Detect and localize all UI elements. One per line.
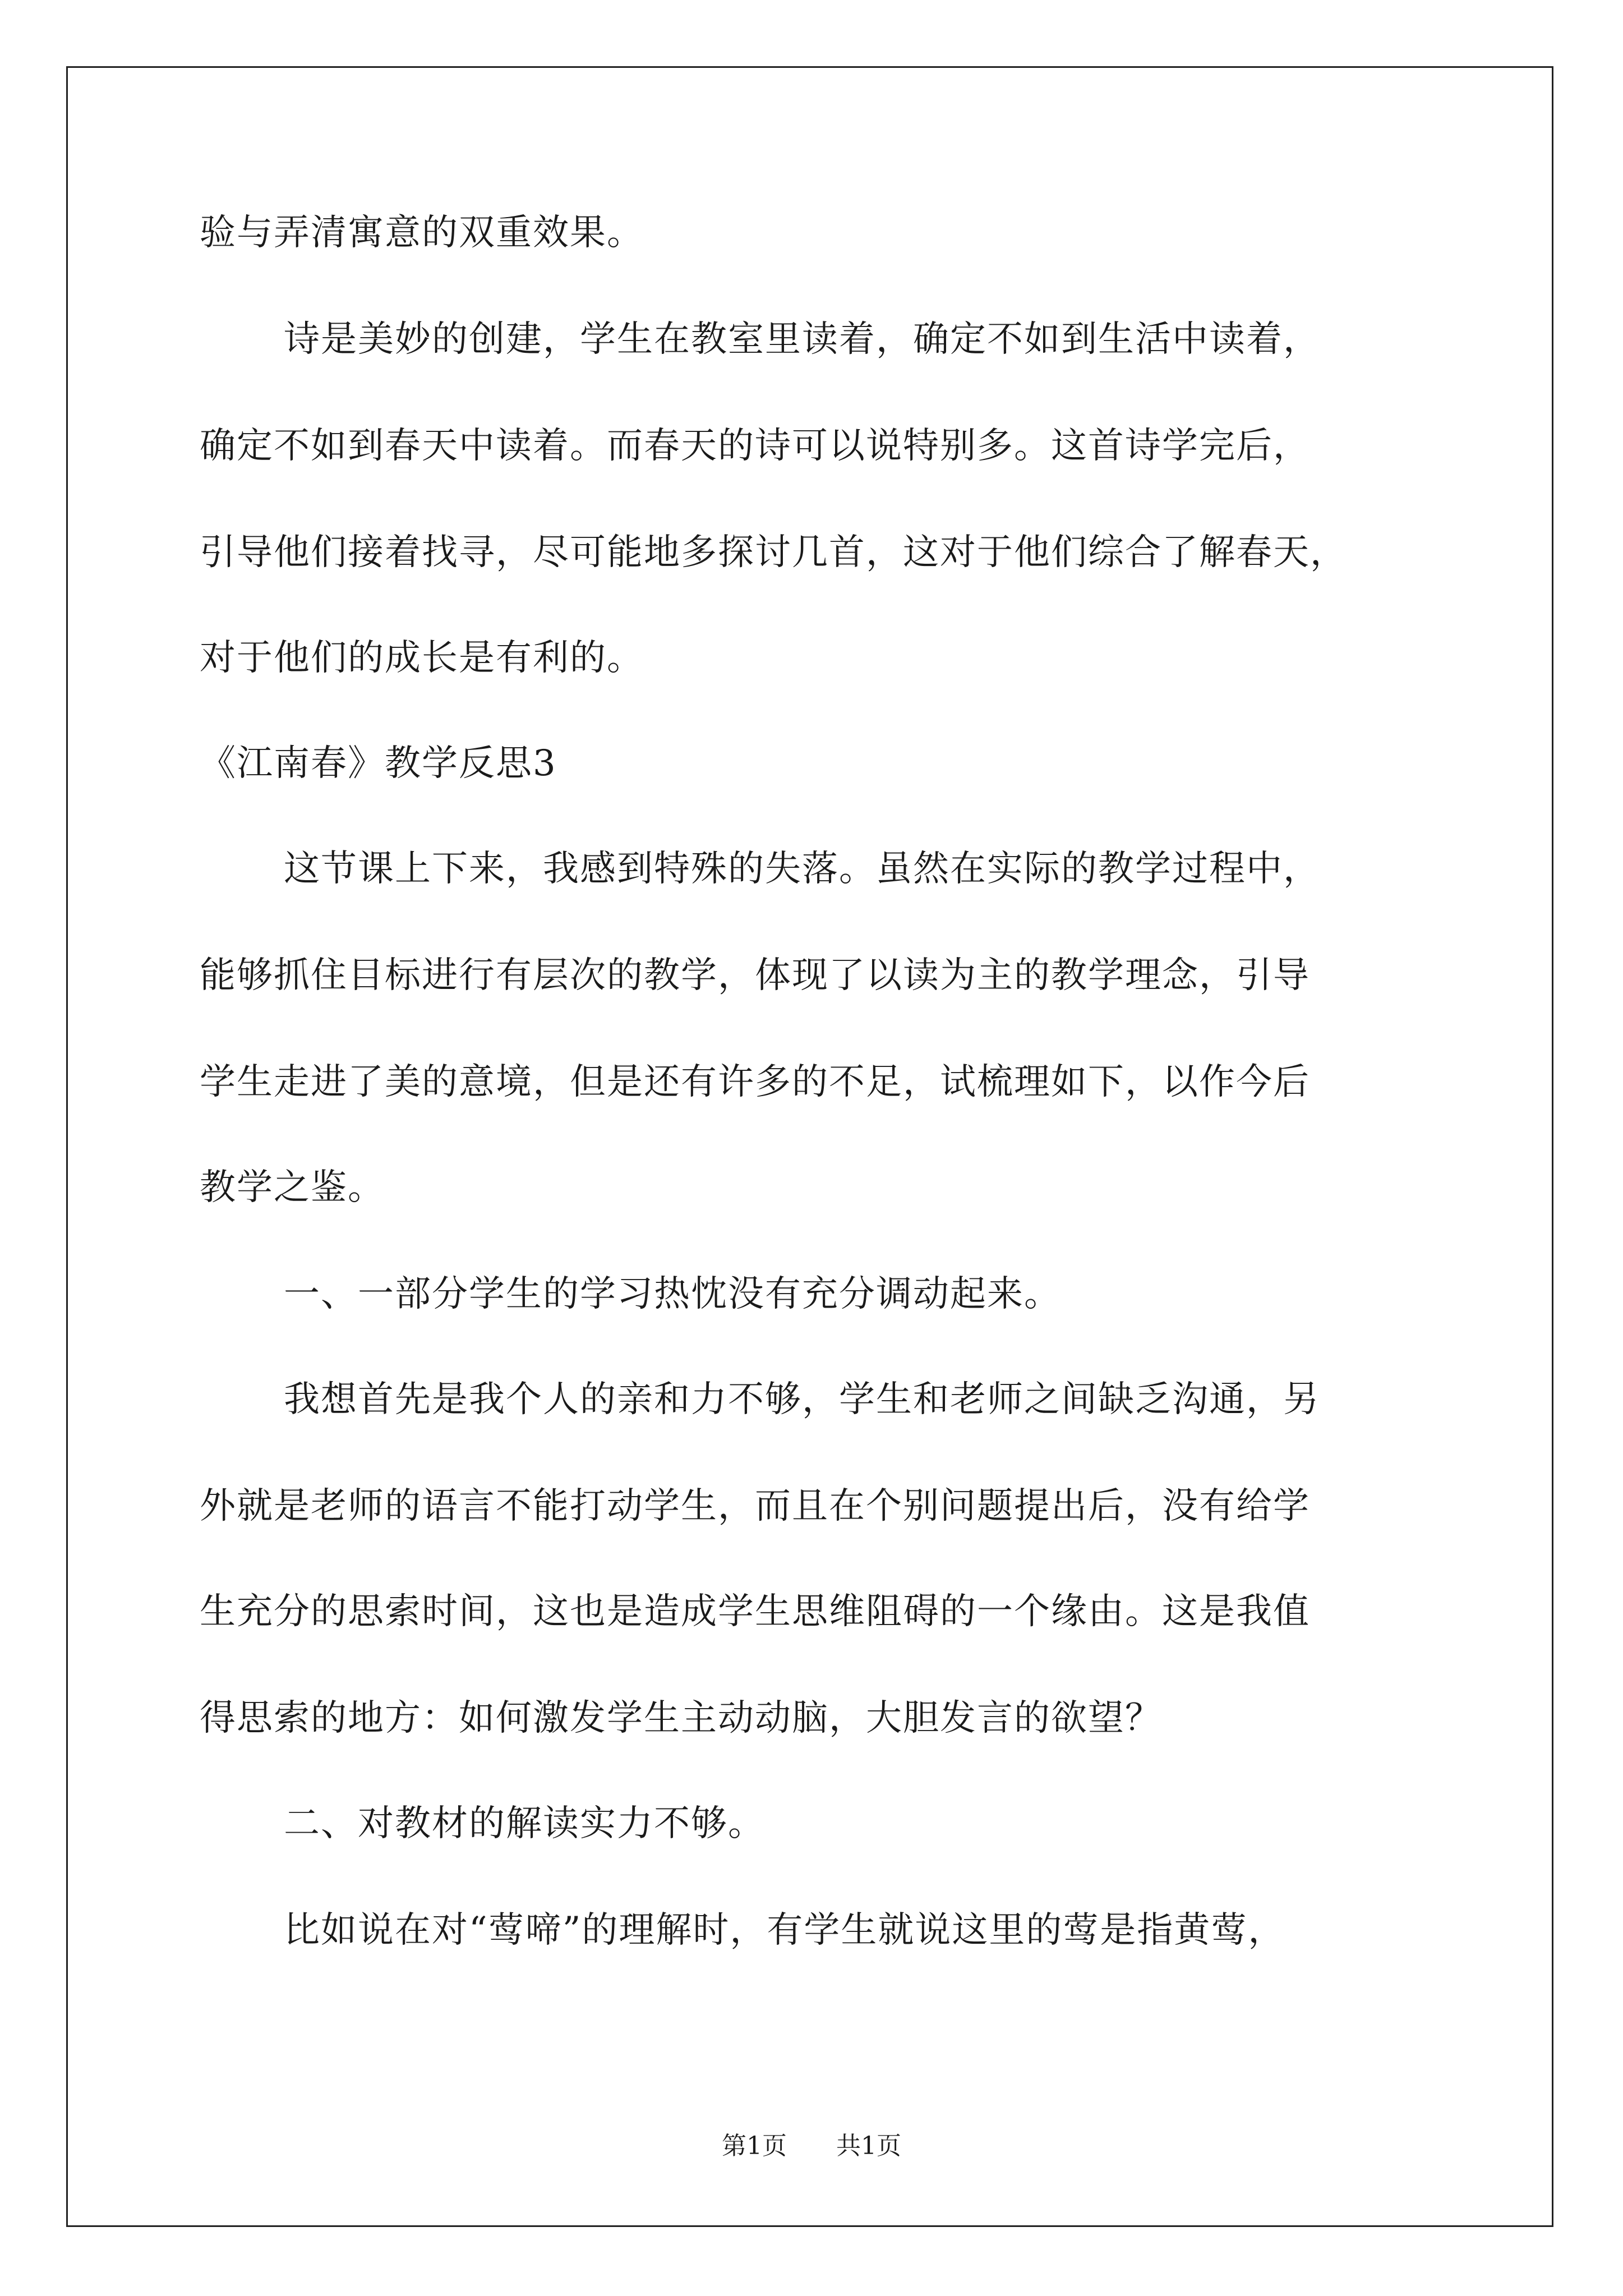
paragraph-line: 学生走进了美的意境，但是还有许多的不足，试梳理如下，以作今后 <box>200 1061 1310 1103</box>
paragraph-line: 外就是老师的语言不能打动学生，而且在个别问题提出后，没有给学 <box>200 1485 1310 1527</box>
paragraph-line: 这节课上下来，我感到特殊的失落。虽然在实际的教学过程中， <box>284 848 1320 890</box>
paragraph-line: 能够抓住目标进行有层次的教学，体现了以读为主的教学理念，引导 <box>200 955 1310 996</box>
paragraph-line: 教学之鉴。 <box>200 1167 385 1208</box>
page-border <box>66 66 1553 2227</box>
section-heading: 《江南春》教学反思3 <box>200 743 557 784</box>
page-total: 共1页 <box>836 2132 901 2160</box>
paragraph-line: 生充分的思索时间，这也是造成学生思维阻碍的一个缘由。这是我值 <box>200 1591 1310 1632</box>
page-number: 第1页 <box>722 2132 787 2160</box>
paragraph-line: 我想首先是我个人的亲和力不够，学生和老师之间缺乏沟通，另 <box>284 1379 1320 1420</box>
paragraph-line: 验与弄清寓意的双重效果。 <box>200 212 644 254</box>
paragraph-line: 诗是美妙的创建，学生在教室里读着，确定不如到生活中读着， <box>284 319 1320 360</box>
paragraph-line: 比如说在对“莺啼”的理解时，有学生就说这里的莺是指黄莺， <box>284 1910 1285 1951</box>
paragraph-line: 引导他们接着找寻，尽可能地多探讨几首，这对于他们综合了解春天， <box>200 532 1347 573</box>
paragraph-line: 确定不如到春天中读着。而春天的诗可以说特别多。这首诗学完后， <box>200 425 1310 467</box>
page-footer <box>0 2131 1623 2162</box>
paragraph-line: 二、对教材的解读实力不够。 <box>284 1803 765 1844</box>
paragraph-line: 对于他们的成长是有利的。 <box>200 637 644 679</box>
paragraph-line: 得思索的地方：如何激发学生主动动脑，大胆发言的欲望？ <box>200 1697 1162 1739</box>
paragraph-line: 一、一部分学生的学习热忱没有充分调动起来。 <box>284 1273 1061 1315</box>
